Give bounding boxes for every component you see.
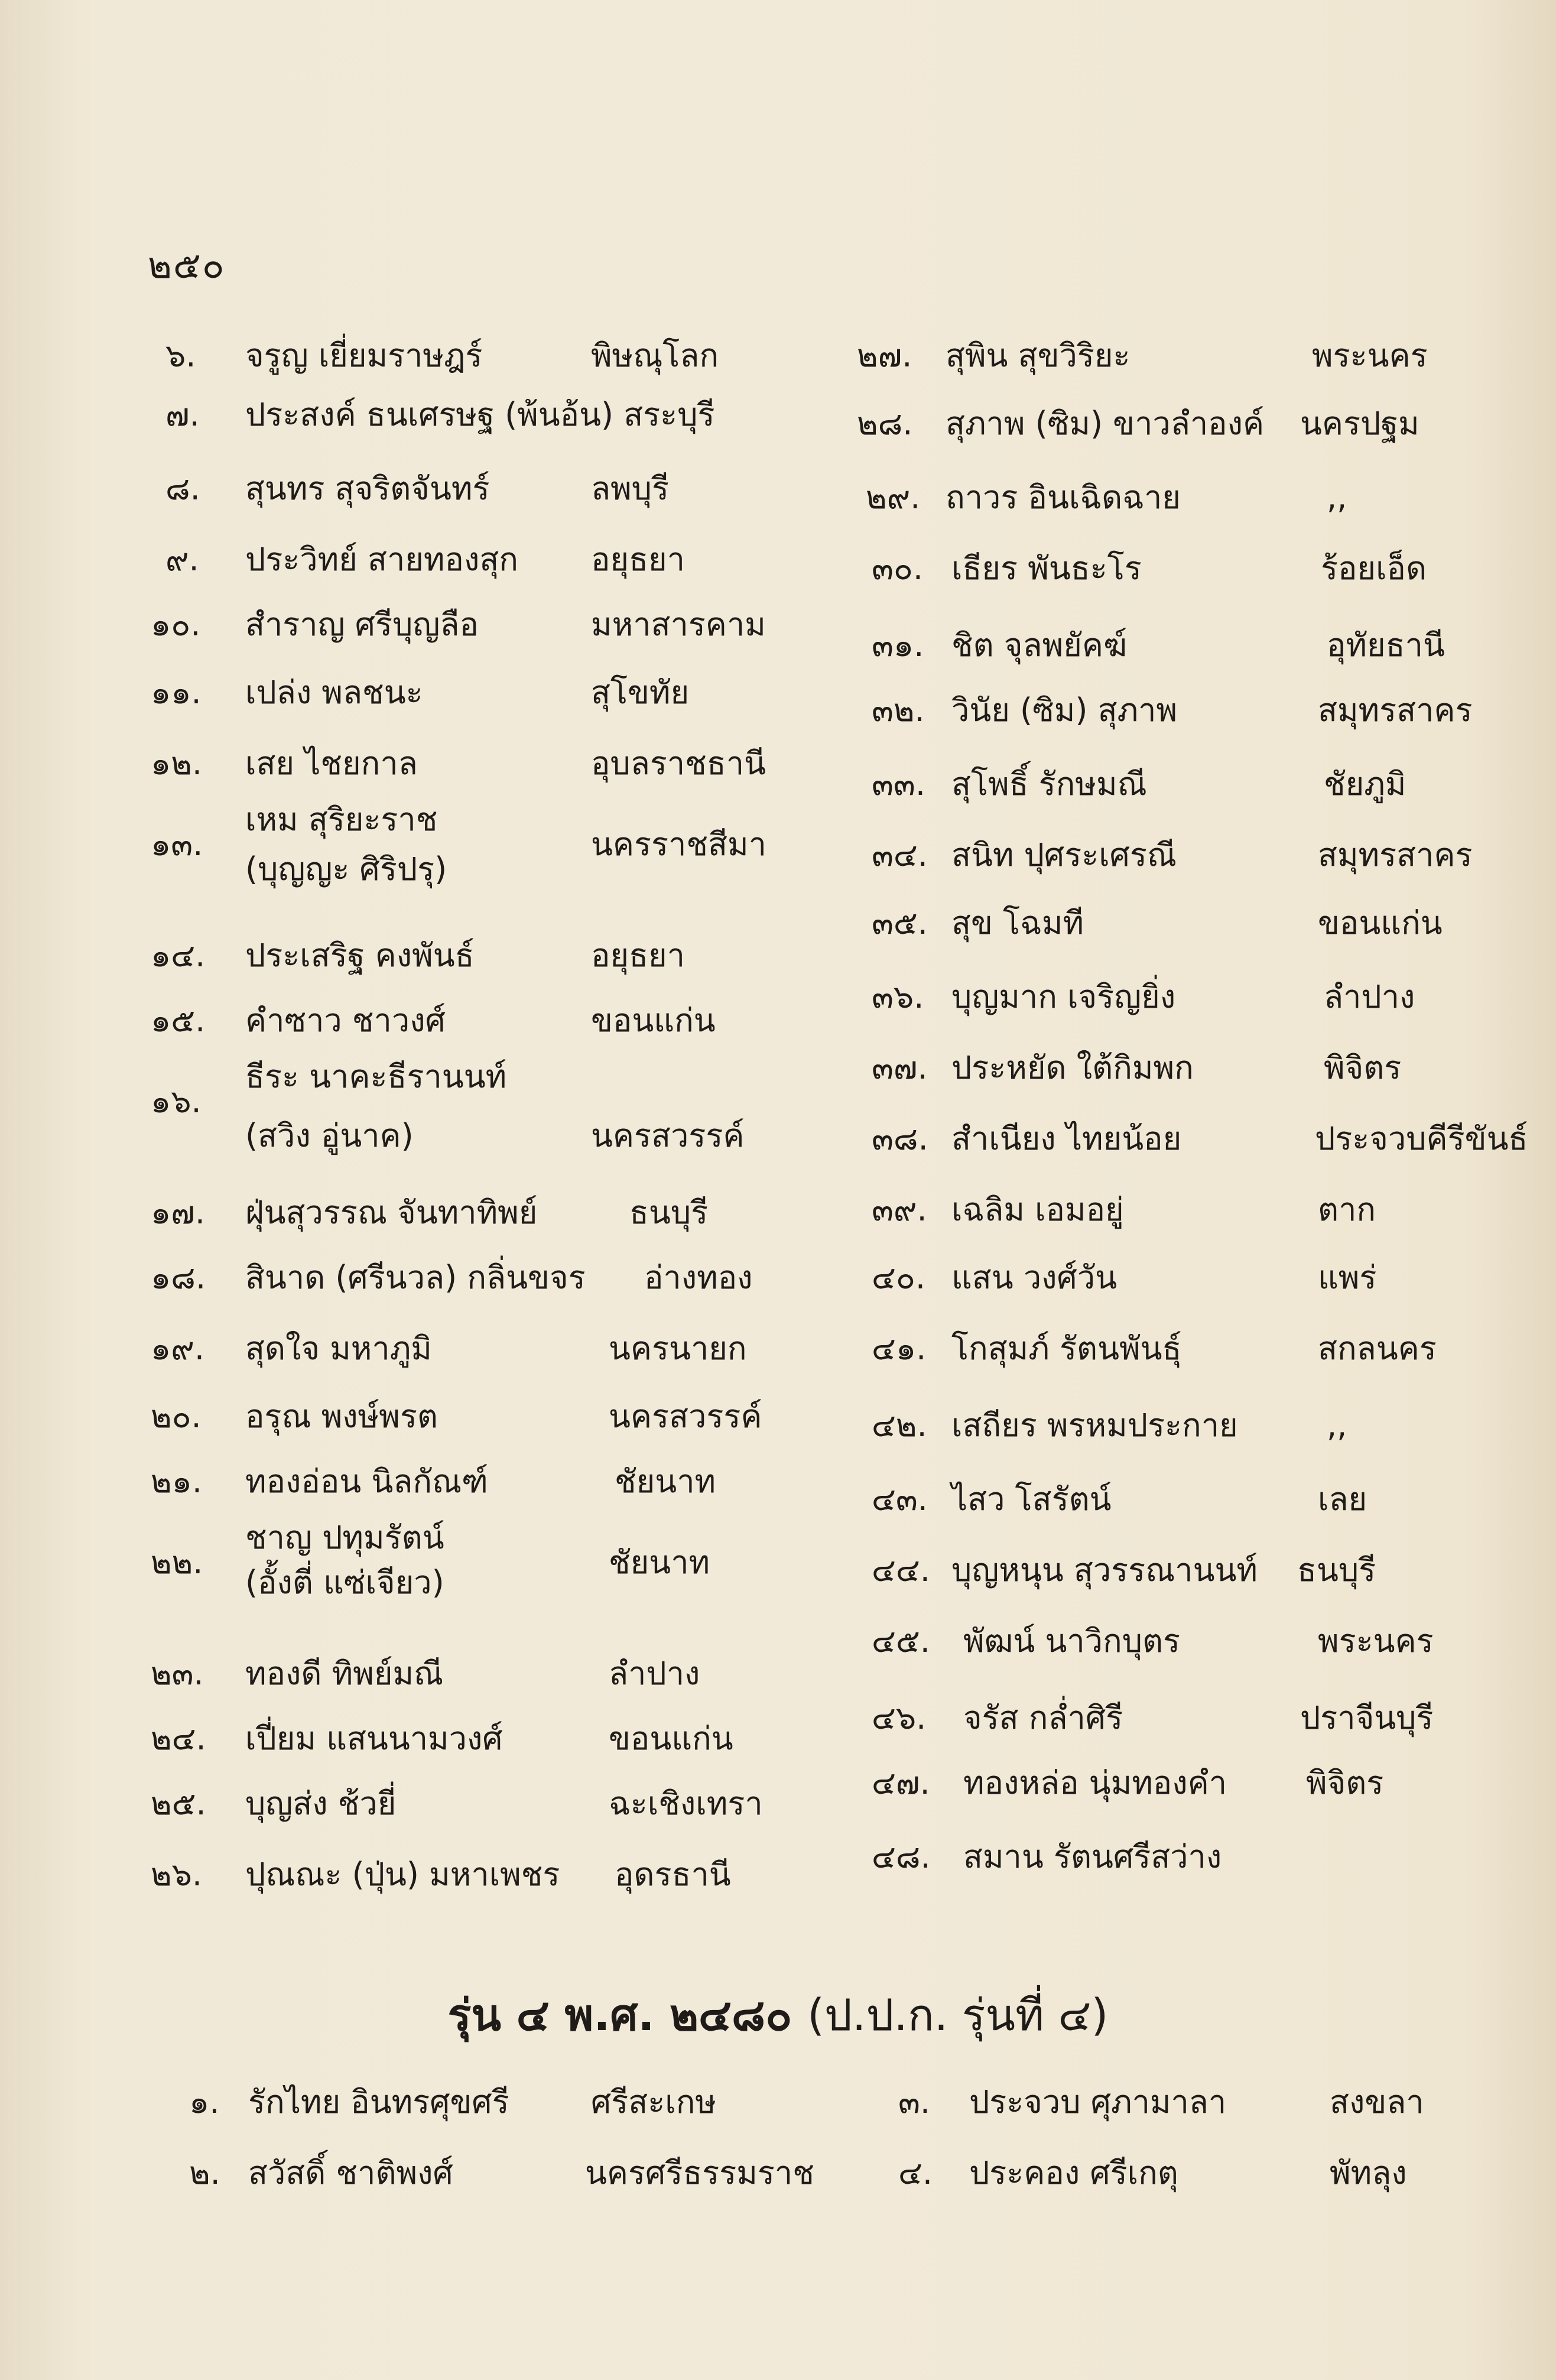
- item-number: ๑๔.: [151, 937, 206, 974]
- item-name: แสน วงศ์วัน: [951, 1259, 1118, 1296]
- item-number: ๑๐.: [151, 606, 201, 643]
- item-name: ปุณณะ (ปุ่น) มหาเพชร: [245, 1856, 560, 1893]
- item-province: ชัยนาท: [615, 1463, 716, 1500]
- item-name: ประหยัด ใต้กิมพก: [951, 1049, 1194, 1086]
- item-province: ศรีสะเกษ: [591, 2083, 716, 2121]
- item-province: นครนายก: [609, 1330, 747, 1367]
- item-province: ปราจีนบุรี: [1300, 1699, 1434, 1736]
- item-number: ๓๗.: [872, 1049, 928, 1086]
- item-province: ร้อยเอ็ด: [1321, 550, 1427, 587]
- item-number: ๒๔.: [151, 1720, 206, 1757]
- item-name: ประจวบ ศุภามาลา: [969, 2083, 1227, 2121]
- item-number: ๓.: [898, 2083, 931, 2121]
- item-province: สุโขทัย: [591, 674, 690, 711]
- item-province: สงขลา: [1330, 2083, 1424, 2121]
- item-name: ประวิทย์ สายทองสุก: [245, 541, 518, 578]
- item-name: ประเสริฐ คงพันธ์: [245, 937, 475, 974]
- item-name: บุญหนุน สุวรรณานนท์: [951, 1551, 1258, 1589]
- item-number: ๔๓.: [872, 1480, 928, 1518]
- item-province: พิษณุโลก: [591, 337, 719, 374]
- item-province: พระนคร: [1312, 337, 1428, 374]
- item-name: ธีระ นาคะธีรานนท์: [245, 1058, 507, 1095]
- item-number: ๓๒.: [872, 691, 925, 729]
- item-name-alt: (สวิง อู่นาค): [245, 1117, 414, 1154]
- item-number: ๑.: [189, 2083, 220, 2121]
- item-province: ฉะเชิงเทรา: [609, 1785, 763, 1822]
- item-name: วินัย (ซิม) สุภาพ: [951, 691, 1178, 729]
- item-number: ๒๘.: [857, 405, 913, 442]
- item-number: ๓๙.: [872, 1191, 927, 1228]
- item-name: สวัสดิ์ ชาติพงศ์: [248, 2154, 453, 2191]
- item-name: สุโพธิ์ รักษมณี: [951, 765, 1147, 803]
- item-name: จรูญ เยี่ยมราษฎร์: [245, 337, 483, 374]
- section-heading-sub: (ป.ป.ก. รุ่นที่ ๔): [807, 1990, 1109, 2041]
- item-number: ๔๖.: [872, 1699, 927, 1736]
- item-province: อยุธยา: [591, 937, 685, 974]
- item-number: ๒๕.: [151, 1785, 206, 1822]
- item-province: ลำปาง: [609, 1655, 700, 1692]
- item-name: ไสว โสรัตน์: [951, 1480, 1112, 1518]
- item-name: ประคอง ศรีเกตุ: [969, 2154, 1178, 2191]
- item-name-alt: (อั้งตี่ แซ่เจียว): [245, 1564, 444, 1601]
- item-province: ลพบุรี: [591, 470, 669, 507]
- item-province: ธนบุรี: [629, 1194, 709, 1231]
- item-number: ๔๕.: [872, 1622, 930, 1660]
- item-number: ๒๙.: [866, 479, 921, 516]
- item-name: ถาวร อินเฉิดฉาย: [946, 479, 1181, 516]
- item-name: บุญส่ง ช้วยี่: [245, 1785, 397, 1822]
- item-province: ขอนแก่น: [591, 1002, 716, 1039]
- item-number: ๔๗.: [872, 1764, 930, 1801]
- item-name: เปล่ง พลชนะ: [245, 674, 423, 711]
- item-name: ชิต จุลพยัคฆ์: [951, 626, 1128, 664]
- item-province: ตาก: [1318, 1191, 1376, 1228]
- item-name: คำซาว ชาวงศ์: [245, 1002, 446, 1039]
- item-name: เสย ไชยกาล: [245, 745, 418, 782]
- item-province: แพร่: [1318, 1259, 1377, 1296]
- item-province: สมุทรสาคร: [1318, 691, 1473, 729]
- item-number: ๘.: [165, 470, 200, 507]
- item-name: พัฒน์ นาวิกบุตร: [963, 1622, 1181, 1660]
- item-number: ๙.: [165, 541, 199, 578]
- item-province: พัทลุง: [1330, 2154, 1407, 2191]
- item-province: อุทัยธานี: [1327, 626, 1445, 664]
- item-name: จรัส กล่ำศิรี: [963, 1699, 1123, 1736]
- item-number: ๒๗.: [857, 337, 912, 374]
- item-number: ๓๔.: [872, 836, 928, 874]
- item-number: ๓๕.: [872, 904, 928, 941]
- item-name: สำเนียง ไทยน้อย: [951, 1120, 1182, 1157]
- item-number: ๖.: [165, 337, 196, 374]
- item-province: นครราชสีมา: [591, 826, 766, 863]
- item-number: ๓๑.: [872, 626, 924, 664]
- item-number: ๑๕.: [151, 1002, 206, 1039]
- item-number: ๔๔.: [872, 1551, 930, 1589]
- item-number: ๒๓.: [151, 1655, 204, 1692]
- item-name: สุพิน สุขวิริยะ: [946, 337, 1131, 374]
- item-number: ๑๗.: [151, 1194, 206, 1231]
- item-number: ๑๑.: [151, 674, 202, 711]
- item-number: ๒๒.: [151, 1544, 203, 1581]
- item-number: ๒๖.: [151, 1856, 203, 1893]
- page-number: ๒๕๐: [148, 243, 226, 287]
- item-number: ๔๒.: [872, 1407, 927, 1444]
- item-province: พิจิตร: [1306, 1764, 1384, 1801]
- item-province: ขอนแก่น: [609, 1720, 733, 1757]
- item-number: ๔๐.: [872, 1259, 925, 1296]
- item-name: สำราญ ศรีบุญลือ: [245, 606, 479, 643]
- item-province: พระนคร: [1318, 1622, 1434, 1660]
- item-number: ๒๑.: [151, 1463, 203, 1500]
- item-number: ๑๘.: [151, 1259, 206, 1296]
- item-number: ๓๓.: [872, 765, 925, 803]
- section-heading-main: รุ่น ๔ พ.ศ. ๒๔๘๐: [447, 1990, 792, 2041]
- item-number: ๒.: [189, 2154, 220, 2191]
- item-number: ๑๖.: [151, 1083, 202, 1120]
- item-name: ทองอ่อน นิลกัณฑ์: [245, 1463, 488, 1500]
- item-name: เหม สุริยะราช: [245, 801, 438, 838]
- item-name: โกสุมภ์ รัตนพันธุ์: [951, 1330, 1182, 1367]
- item-number: ๔.: [898, 2154, 933, 2191]
- item-name: สนิท ปุศระเศรณี: [951, 836, 1177, 874]
- item-province: นครสวรรค์: [609, 1398, 762, 1435]
- item-province: ประจวบคีรีขันธ์: [1315, 1120, 1528, 1157]
- item-province: พิจิตร: [1324, 1049, 1402, 1086]
- item-name: สุภาพ (ซิม) ขาวลำองค์: [946, 405, 1265, 442]
- item-province: ชัยภูมิ: [1324, 765, 1406, 803]
- item-province: สกลนคร: [1318, 1330, 1437, 1367]
- item-province: มหาสารคาม: [591, 606, 766, 643]
- item-number: ๑๒.: [151, 745, 203, 782]
- item-province: อุบลราชธานี: [591, 745, 766, 782]
- item-province: สมุทรสาคร: [1318, 836, 1473, 874]
- item-province: ,,: [1327, 1407, 1347, 1444]
- item-province: ,,: [1327, 479, 1347, 516]
- item-province: อุดรธานี: [615, 1856, 731, 1893]
- item-name: ชาญ ปทุมรัตน์: [245, 1519, 444, 1556]
- item-province: เลย: [1318, 1480, 1367, 1518]
- item-province: ขอนแก่น: [1318, 904, 1443, 941]
- item-number: ๗.: [165, 396, 200, 433]
- section-heading: [0, 1986, 1556, 2045]
- item-name: เปี่ยม แสนนามวงศ์: [245, 1720, 503, 1757]
- item-number: ๒๐.: [151, 1398, 202, 1435]
- item-province: นครปฐม: [1300, 405, 1419, 442]
- item-name: ทองหล่อ นุ่มทองคำ: [963, 1764, 1227, 1801]
- item-name: สุดใจ มหาภูมิ: [245, 1330, 432, 1367]
- item-number: ๑๙.: [151, 1330, 204, 1367]
- item-name: เสถียร พรหมประกาย: [951, 1407, 1238, 1444]
- item-name: บุญมาก เจริญยิ่ง: [951, 978, 1176, 1015]
- item-number: ๔๘.: [872, 1838, 931, 1875]
- item-province: นครสวรรค์: [591, 1117, 745, 1154]
- item-number: ๔๑.: [872, 1330, 927, 1367]
- item-name: เธียร พันธะโร: [951, 550, 1142, 587]
- item-name: ประสงค์ ธนเศรษฐ (พ้นอ้น) สระบุรี: [245, 396, 715, 433]
- item-number: ๓๐.: [872, 550, 924, 587]
- item-name: ทองดี ทิพย์มณี: [245, 1655, 444, 1692]
- item-province: อยุธยา: [591, 541, 685, 578]
- item-number: ๓๘.: [872, 1120, 928, 1157]
- item-number: ๓๖.: [872, 978, 924, 1015]
- item-name: ฝุ่นสุวรรณ จันทาทิพย์: [245, 1194, 538, 1231]
- item-province: ธนบุรี: [1297, 1551, 1376, 1589]
- item-province: ลำปาง: [1324, 978, 1415, 1015]
- item-name: สินาด (ศรีนวล) กลิ่นขจร: [245, 1259, 586, 1296]
- item-province: ชัยนาท: [609, 1544, 710, 1581]
- item-name-alt: (บุญญะ ศิริปรุ): [245, 850, 447, 888]
- item-name: สุนทร สุจริตจันทร์: [245, 470, 490, 507]
- item-name: สมาน รัตนศรีสว่าง: [963, 1838, 1222, 1875]
- item-name: เฉลิม เอมอยู่: [951, 1191, 1124, 1228]
- item-name: รักไทย อินทรศุขศรี: [248, 2083, 509, 2121]
- item-province: อ่างทอง: [644, 1259, 753, 1296]
- item-name: สุข โฉมที: [951, 904, 1084, 941]
- item-name: อรุณ พงษ์พรต: [245, 1398, 438, 1435]
- item-number: ๑๓.: [151, 826, 203, 863]
- item-province: นครศรีธรรมราช: [585, 2154, 814, 2191]
